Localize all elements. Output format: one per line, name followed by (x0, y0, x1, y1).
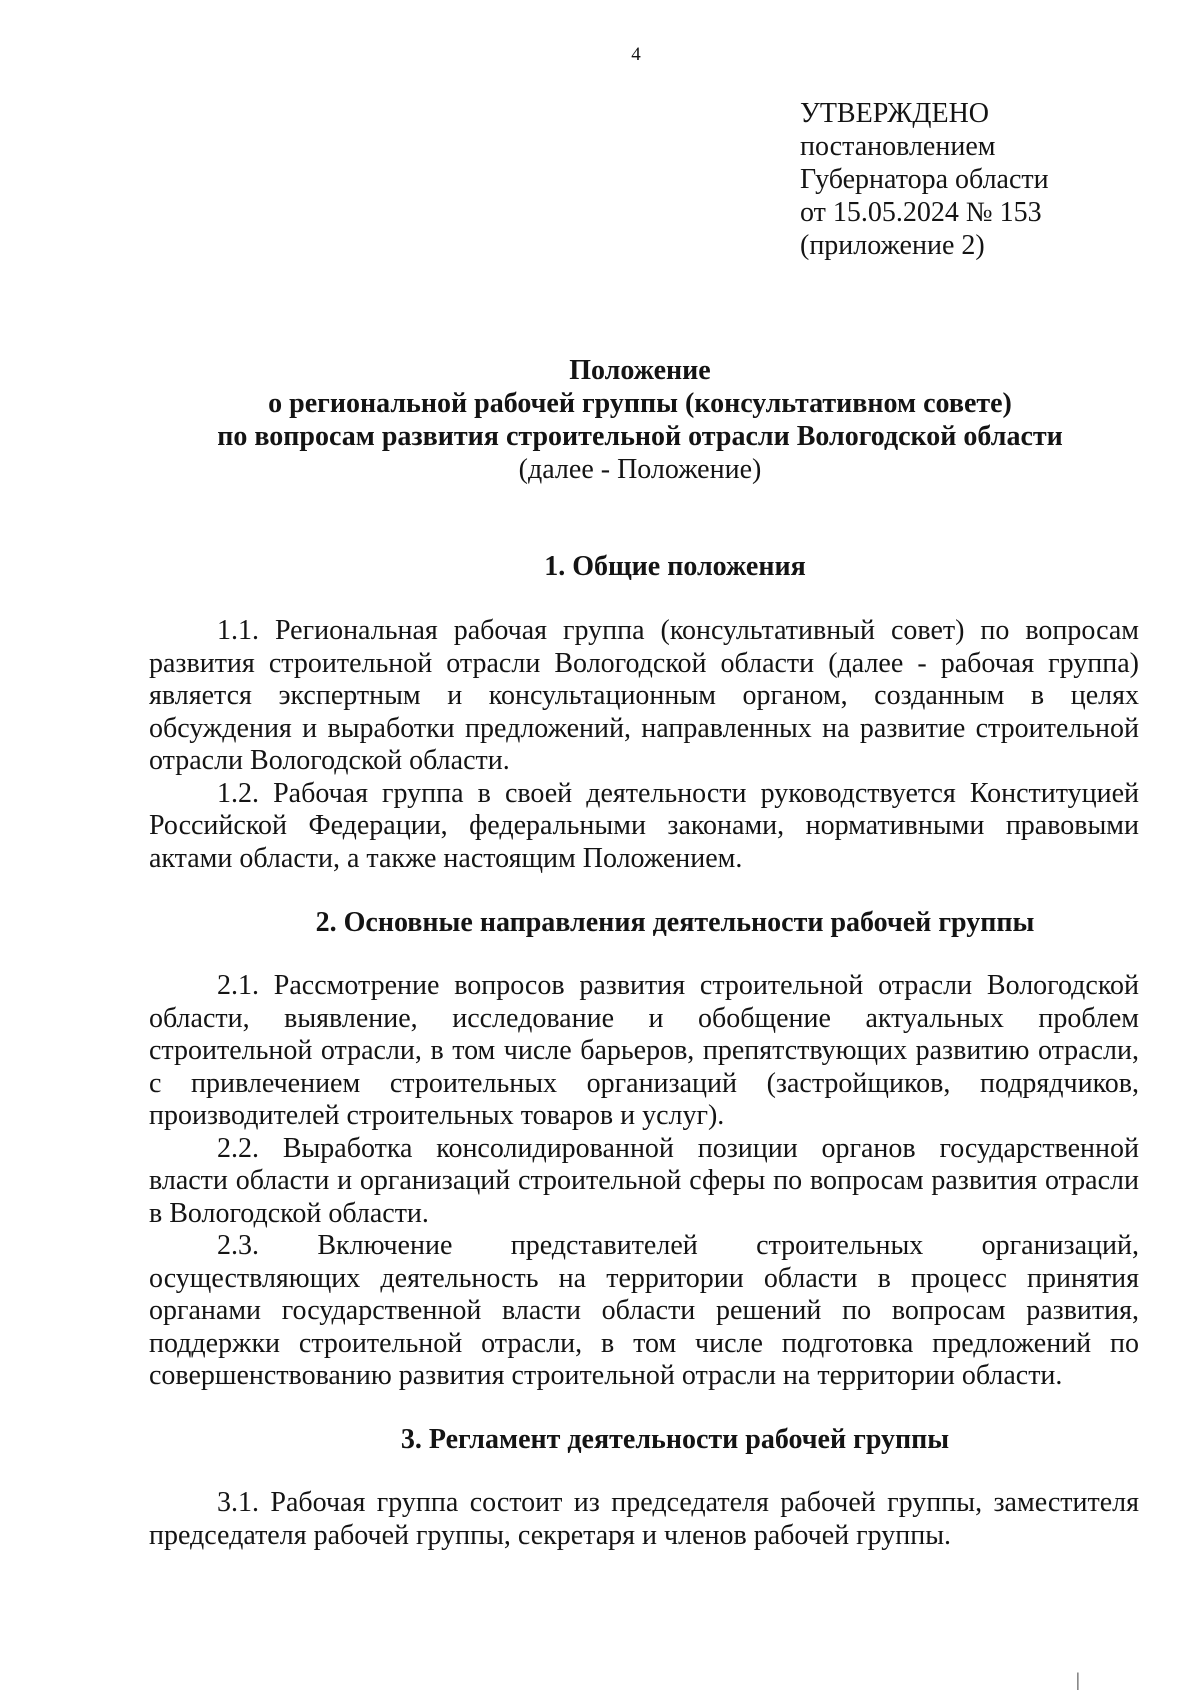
scan-mark: | (1076, 1670, 1080, 1691)
document-title (0, 354, 1200, 486)
paragraph-3-1: 3.1. Рабочая группа состоит из председателя рабочей группы, заместителя председателя рабочей группы, секретаря и членов рабочей группы. (149, 1487, 1139, 1551)
approval-date-number: от 15.05.2024 № 153 (800, 197, 1042, 228)
approval-decree-type: постановлением (800, 131, 996, 162)
paragraph-2-3: 2.3. Включение представителей строительных организаций, осуществляющих деятельность на территории области в процесс принятия органами государственной власти области решений по вопросам развития, поддержки строительной отрасли, в том числе подготовка предложений по совершенствованию развития строительной отрасли на территории области. (149, 1230, 1139, 1391)
title-line-1: Положение (569, 355, 711, 386)
section-heading-1: 1. Общие положения (544, 551, 806, 582)
title-line-2: о региональной рабочей группы (консультативном совете) (268, 388, 1012, 419)
paragraph-1-2: 1.2. Рабочая группа в своей деятельности руководствуется Конституцией Российской Федерации, федеральными законами, нормативными правовыми актами области, а также настоящим Положением. (149, 777, 1139, 874)
approval-stamp (800, 97, 1049, 262)
paragraph-2-2: 2.2. Выработка консолидированной позиции органов государственной власти области и организаций строительной сферы по вопросам развития отрасли в Вологодской области. (149, 1132, 1139, 1229)
approval-authority: Губернатора области (800, 164, 1049, 195)
approval-appendix: (приложение 2) (800, 230, 985, 261)
title-line-3: по вопросам развития строительной отрасли Вологодской области (217, 421, 1063, 452)
section-heading-2: 2. Основные направления деятельности рабочей группы (315, 907, 1035, 938)
section-body-3 (149, 1487, 1139, 1552)
approval-status: УТВЕРЖДЕНО (800, 98, 990, 129)
section-body-2 (149, 970, 1139, 1393)
section-heading-3: 3. Регламент деятельности рабочей группы (400, 1424, 950, 1455)
paragraph-1-1: 1.1. Региональная рабочая группа (консультативный совет) по вопросам развития строительной отрасли Вологодской области (далее - рабочая группа) является экспертным и консультационным органом, созданным в целях обсуждения и выработки предложений, направленных на развитие строительной отрасли Вологодской области. (149, 615, 1139, 776)
title-line-4: (далее - Положение) (518, 454, 762, 485)
page-number: 4 (631, 44, 641, 65)
paragraph-2-1: 2.1. Рассмотрение вопросов развития строительной отрасли Вологодской области, выявление, исследование и обобщение актуальных проблем строительной отрасли, в том числе барьеров, препятствующих развитию отрасли, с привлечением строительных организаций (застройщиков, подрядчиков, производителей строительных товаров и услуг). (149, 970, 1139, 1131)
section-body-1 (149, 615, 1139, 875)
